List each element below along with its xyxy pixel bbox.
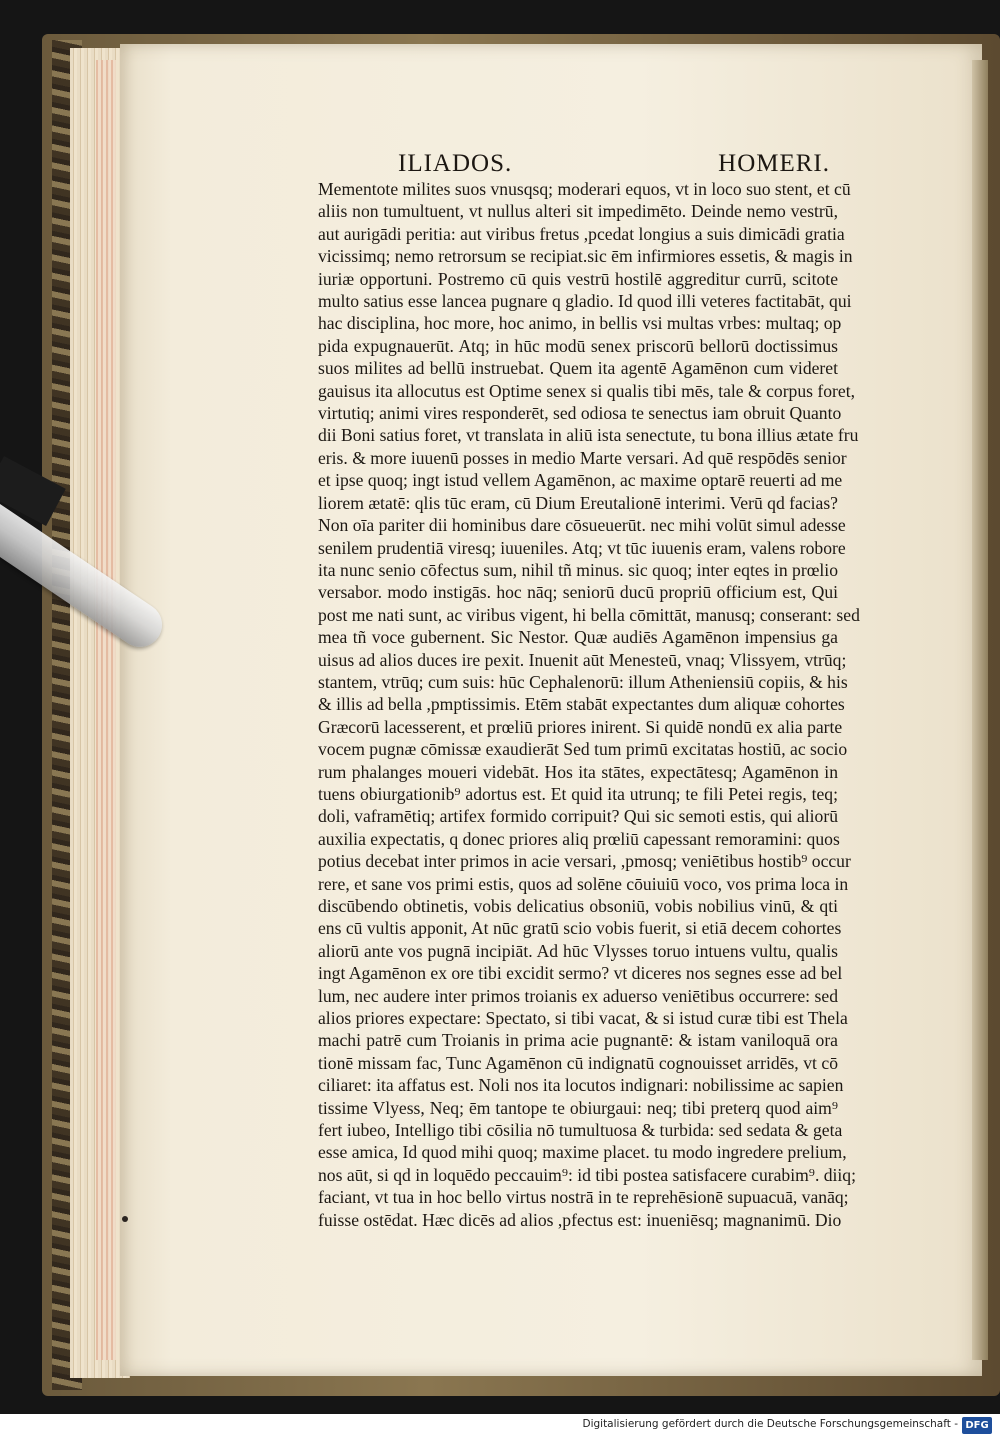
text-line: suos milites ad bellū instruebat. Quem ita agentē Agamēnon cum videret <box>318 358 838 379</box>
text-line: tionē missam fac, Tunc Agamēnon cū indignatū cognouisset arridēs, vt cō <box>318 1052 838 1073</box>
text-line: aliorū ante vos pugnā incipiāt. Ad hūc Vlysses toruo intuens vultu, qualis <box>318 940 838 961</box>
text-line: discūbendo obtinetis, vobis delicatius obsoniū, vobis nobilius vinū, & qti <box>318 896 838 916</box>
text-line: versabor. modo instigās. hoc nāq; seniorū ducū propriū officium est, Qui <box>318 582 838 603</box>
text-line: vocem pugnæ cōmissæ exaudierāt Sed tum primū excitatas hostiū, ac socio <box>318 739 848 760</box>
text-line: nos aūt, si qd in loquēdo peccauim⁹: id tibi postea satisfacere curabim⁹. diiq; <box>318 1164 856 1185</box>
text-line: Græcorū lacesserent, et prœliū priores inirent. Si quidē nondū ex alia parte <box>318 716 843 737</box>
text-line: aliis non tumultuent, vt nullus alteri sit impedimēto. Deinde nemo vestrū, <box>318 201 838 222</box>
text-line: iuriæ opportuni. Postremo cū quis vestrū hostilē aggreditur currū, scitote <box>318 268 838 289</box>
running-head <box>398 150 830 180</box>
text-line: & illis ad bella ,pmptissimis. Etēm stabāt expectantes dum aliquæ cohortes <box>318 694 845 715</box>
text-line: potius decebat inter primos in acie versari, ,pmosq; veniētibus hostib⁹ occur <box>318 851 851 872</box>
text-line: pida expugnauerūt. Atq; in hūc modū senex priscorū bellorū doctissimus <box>318 335 838 356</box>
text-line: ingt Agamēnon ex ore tibi excidit sermo? vt diceres nos segnes esse ad bel <box>318 963 843 984</box>
text-line: rere, et sane vos primi estis, quos ad solēne cōuiuiū voco, vos prima loca in <box>318 873 849 894</box>
text-line: hac disciplina, hoc more, hoc animo, in bellis vsi multas vrbes: multaq; op <box>318 313 842 334</box>
text-line: rum phalanges moueri videbāt. Hos ita stātes, expectātesq; Agamēnon in <box>318 761 838 782</box>
text-line: senilem prudentiā viresq; iuueniles. Atq; vt tūc iuuenis eram, valens robore <box>318 537 846 558</box>
text-line: eris. & more iuuenū posses in medio Marte versari. Ad quē respōdēs senior <box>318 447 847 468</box>
text-line: esse amica, Id quod mihi quoq; maxime placet. tu modo ingredere prelium, <box>318 1142 847 1163</box>
text-line: ens cū vultis apponit, At nūc gratū scio vobis fuerit, si etiā decem cohortes <box>318 918 842 939</box>
page-gutter <box>972 60 988 1360</box>
funding-credit: Digitalisierung gefördert durch die Deutsche Forschungsgemeinschaft - <box>582 1418 958 1430</box>
text-line: fuisse ostēdat. Hæc dicēs ad alios ,pfectus est: inueniēsq; magnanimū. Dio <box>318 1209 842 1230</box>
text-line: uisus ad alios duces ire pexit. Inuenit aūt Menesteū, vnaq; Vlissyem, vtrūq; <box>318 649 847 670</box>
text-line: et ipse quoq; ingt istud vellem Agamēnon, ac maxime optarē reuerti ad me <box>318 470 843 491</box>
text-line: ciliaret: ita affatus est. Noli nos ita locutos indignari: nobilissime ac sapien <box>318 1075 844 1096</box>
text-line: faciant, vt tua in hoc bello virtus nostrā in te reprehēsionē supuacuā, vanāq; <box>318 1187 849 1208</box>
text-line: tuens obiurgationib⁹ adortus est. Et quid ita utrunq; te fili Petei regis, teq; <box>318 783 838 804</box>
text-line: Mementote milites suos vnusqsq; moderari equos, vt in loco suo stent, et cū <box>318 179 851 199</box>
ink-spot <box>122 1216 128 1222</box>
text-line: aut aurigādi peritia: aut viribus fretus ,pcedat longius a suis dimicādi gratia <box>318 223 845 244</box>
text-line: dii Boni satius foret, vt translata in aliū ista senectute, tu bona illius ætate fru <box>318 425 859 446</box>
text-line: stantem, vtrūq; cum suis: hūc Cephalenorū: illum Atheniensiū copiis, & his <box>318 671 848 692</box>
text-line: post me nati sunt, ac viribus vigent, hi bella cōmittāt, manusq; conserant: sed <box>318 604 860 625</box>
footer-bar <box>0 1414 1000 1438</box>
text-line: virtutiq; animi vires responderēt, sed odiosa te senectus iam obruit Quanto <box>318 403 842 424</box>
text-line: Non oīa pariter dii hominibus dare cōsueuerūt. nec mihi volūt simul adesse <box>318 515 846 536</box>
text-line: mea tñ voce gubernent. Sic Nestor. Quæ audiēs Agamēnon impensius ga <box>318 627 838 648</box>
running-head-left: ILIADOS. <box>398 150 513 177</box>
text-line: multo satius esse lancea pugnare q gladio. Id quod illi veteres factitabāt, qui <box>318 291 852 312</box>
text-line: vicissimq; nemo retrorsum se recipiat.sic ēm infirmiores essetis, & magis in <box>318 246 853 267</box>
text-line: machi patrē cum Troianis in prima acie pugnantē: & istam vaniloquā ora <box>318 1030 838 1051</box>
text-line: liorem ætatē: qlis tūc eram, cū Dium Ereutalionē interimi. Verū qd facias? <box>318 492 838 513</box>
text-line: gauisus ita allocutus est Optime senex si qualis tibi mēs, tale & corpus foret, <box>318 380 855 401</box>
dfg-logo-icon: DFG <box>962 1417 992 1434</box>
running-head-right: HOMERI. <box>718 150 830 177</box>
text-line: lum, nec audere inter primos troianis ex aduerso veniētibus occurrere: sed <box>318 985 838 1006</box>
text-line: alios priores expectare: Spectato, si tibi vacat, & si istud curæ tibi est Thela <box>318 1008 848 1029</box>
text-line: ita nunc senio cōfectus sum, nihil tñ minus. sic quoq; inter eqtes in prœlio <box>318 559 838 580</box>
red-page-edges <box>96 60 116 1360</box>
text-line: fert iubeo, Intelligo tibi cōsilia nō tumultuosa & turbida: sed sedata & geta <box>318 1120 843 1141</box>
text-line: doli, vaframētiq; artifex formido corripuit? Qui sic semoti estis, qui aliorū <box>318 806 838 827</box>
text-line: tissime Vlyess, Neq; ēm tantope te obiurgaui: neq; tibi preterq quod aim⁹ <box>318 1097 838 1118</box>
text-line: auxilia expectatis, q donec priores aliq prœliū capessant remoramini: quos <box>318 828 840 849</box>
body-text <box>318 178 860 1231</box>
